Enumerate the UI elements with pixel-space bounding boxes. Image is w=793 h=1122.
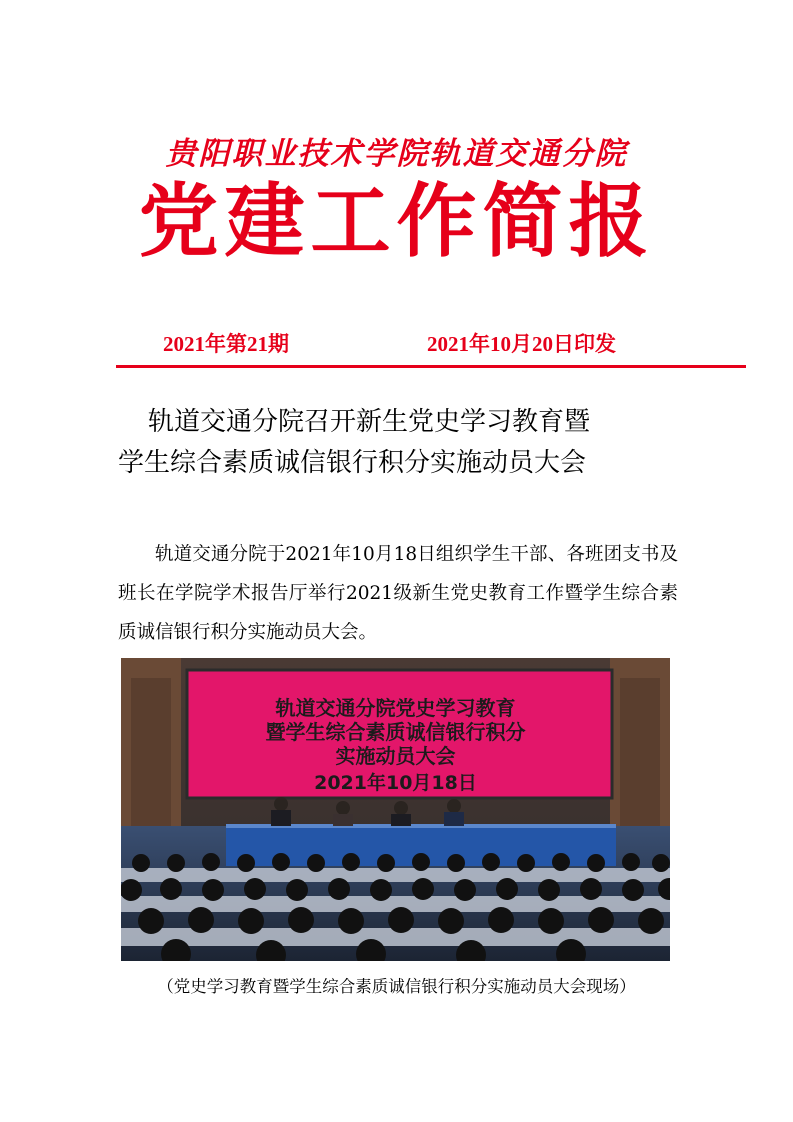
masthead-divider	[116, 365, 746, 368]
article-body: 轨道交通分院于2021年10月18日组织学生干部、各班团支书及班长在学院学术报告厅举行2021级新生党史教育工作暨学生综合素质诚信银行积分实施动员大会。	[118, 544, 678, 643]
screen-text-line-1: 轨道交通分院党史学习教育	[275, 696, 516, 720]
screen-text-line-2: 暨学生综合素质诚信银行积分	[265, 720, 526, 744]
newsletter-title: 党建工作简报	[138, 175, 655, 268]
photo-caption: （党史学习教育暨学生综合素质诚信银行积分实施动员大会现场）	[157, 977, 636, 996]
issue-number: 2021年第21期	[163, 332, 289, 356]
headline-line-1: 轨道交通分院召开新生党史学习教育暨	[148, 407, 591, 437]
screen-text-line-3: 实施动员大会	[335, 744, 456, 768]
screen-date: 2021年10月18日	[314, 772, 477, 794]
headline-line-2: 学生综合素质诚信银行积分实施动员大会	[118, 448, 587, 478]
issue-date: 2021年10月20日印发	[427, 332, 616, 356]
article-headline	[118, 402, 678, 484]
meeting-photo	[121, 658, 670, 961]
org-name: 贵阳职业技术学院轨道交通分院	[165, 136, 628, 172]
